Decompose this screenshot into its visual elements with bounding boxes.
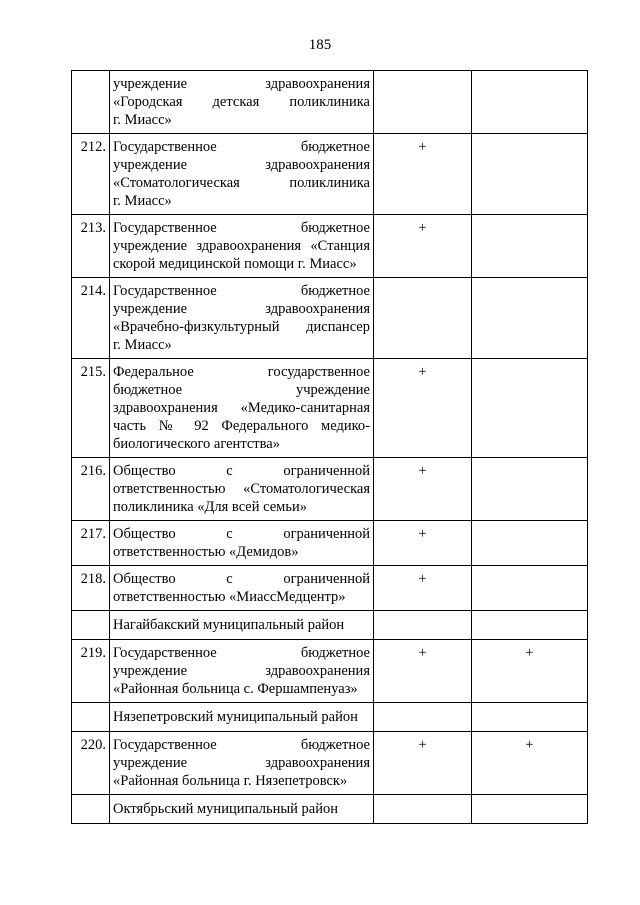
institution-name-line: Общество с ограниченной bbox=[113, 463, 370, 479]
institution-name-line: Государственное бюджетное bbox=[113, 139, 370, 155]
mark-b bbox=[472, 278, 588, 359]
institution-name-line: Общество с ограниченной bbox=[113, 526, 370, 542]
institution-name-line: Государственное бюджетное bbox=[113, 283, 370, 299]
institution-name bbox=[110, 566, 374, 611]
institution-name bbox=[110, 71, 374, 134]
mark-b bbox=[472, 134, 588, 215]
institution-name-line: учреждение здравоохранения bbox=[113, 157, 370, 173]
institution-name-line: учреждение здравоохранения «Станция bbox=[113, 238, 370, 254]
institution-name bbox=[110, 278, 374, 359]
district-row bbox=[72, 611, 588, 640]
mark-a: + bbox=[374, 134, 472, 215]
institution-name-line: Федеральное государственное bbox=[113, 364, 370, 380]
mark-a: + bbox=[374, 359, 472, 458]
table-row bbox=[72, 359, 588, 458]
institution-name-line: учреждение здравоохранения bbox=[113, 755, 370, 771]
institution-name-line: ответственностью «Демидов» bbox=[113, 544, 299, 560]
mark-a bbox=[374, 71, 472, 134]
district-row bbox=[72, 795, 588, 824]
row-number: 215. bbox=[72, 359, 110, 458]
institution-name-line: учреждение здравоохранения bbox=[113, 663, 370, 679]
mark-a: + bbox=[374, 640, 472, 703]
row-number: 220. bbox=[72, 732, 110, 795]
mark-b: + bbox=[472, 732, 588, 795]
institution-name bbox=[110, 521, 374, 566]
institution-name-line: г. Миасс» bbox=[113, 337, 172, 353]
registry-table bbox=[71, 70, 588, 824]
institution-name-line: «Стоматологическая поликлиника bbox=[113, 175, 370, 191]
row-number-cell bbox=[72, 795, 110, 824]
table-row bbox=[72, 215, 588, 278]
mark-b bbox=[472, 458, 588, 521]
mark-cell-b bbox=[472, 795, 588, 824]
mark-b bbox=[472, 566, 588, 611]
institution-name-line: «Районная больница г. Нязепетровск» bbox=[113, 773, 348, 789]
mark-b bbox=[472, 215, 588, 278]
table-row bbox=[72, 458, 588, 521]
institution-name-line: Государственное бюджетное bbox=[113, 220, 370, 236]
mark-b bbox=[472, 521, 588, 566]
mark-b bbox=[472, 71, 588, 134]
page-number: 185 bbox=[308, 37, 332, 53]
institution-name-line: г. Миасс» bbox=[113, 112, 172, 128]
mark-cell-a bbox=[374, 611, 472, 640]
table-row bbox=[72, 640, 588, 703]
row-number: 217. bbox=[72, 521, 110, 566]
district-title: Октябрьский муниципальный район bbox=[110, 795, 374, 824]
mark-a bbox=[374, 278, 472, 359]
institution-name-line: поликлиника «Для всей семьи» bbox=[113, 499, 307, 515]
district-title: Нагайбакский муниципальный район bbox=[110, 611, 374, 640]
district-row bbox=[72, 703, 588, 732]
institution-name-line: «Районная больница с. Фершампенуаз» bbox=[113, 681, 358, 697]
mark-a: + bbox=[374, 732, 472, 795]
institution-name bbox=[110, 134, 374, 215]
institution-name-line: Государственное бюджетное bbox=[113, 737, 370, 753]
institution-name bbox=[110, 215, 374, 278]
row-number: 213. bbox=[72, 215, 110, 278]
row-number: 218. bbox=[72, 566, 110, 611]
institution-name-line: Общество с ограниченной bbox=[113, 571, 370, 587]
mark-a: + bbox=[374, 458, 472, 521]
institution-name-line: бюджетное учреждение bbox=[113, 382, 370, 398]
table-row bbox=[72, 566, 588, 611]
row-number-cell bbox=[72, 703, 110, 732]
mark-cell-b bbox=[472, 703, 588, 732]
institution-name-line: «Городская детская поликлиника bbox=[113, 94, 370, 110]
mark-b bbox=[472, 359, 588, 458]
table-row bbox=[72, 134, 588, 215]
table-row bbox=[72, 71, 588, 134]
table-row bbox=[72, 278, 588, 359]
mark-a: + bbox=[374, 521, 472, 566]
mark-a: + bbox=[374, 566, 472, 611]
institution-name-line: ответственностью «МиассМедцентр» bbox=[113, 589, 346, 605]
row-number: 219. bbox=[72, 640, 110, 703]
institution-name-line: ответственностью «Стоматологическая bbox=[113, 481, 370, 497]
district-title: Нязепетровский муниципальный район bbox=[110, 703, 374, 732]
institution-name bbox=[110, 359, 374, 458]
row-number: 214. bbox=[72, 278, 110, 359]
row-number bbox=[72, 71, 110, 134]
institution-name-line: учреждение здравоохранения bbox=[113, 76, 370, 92]
institution-name-line: Государственное бюджетное bbox=[113, 645, 370, 661]
institution-name-line: скорой медицинской помощи г. Миасс» bbox=[113, 256, 357, 272]
institution-name-line: здравоохранения «Медико-санитарная bbox=[113, 400, 370, 416]
institution-name-line: «Врачебно-физкультурный диспансер bbox=[113, 319, 370, 335]
row-number: 216. bbox=[72, 458, 110, 521]
table-row bbox=[72, 732, 588, 795]
mark-cell-a bbox=[374, 703, 472, 732]
institution-name-line: г. Миасс» bbox=[113, 193, 172, 209]
table-row bbox=[72, 521, 588, 566]
institution-name bbox=[110, 640, 374, 703]
institution-name bbox=[110, 732, 374, 795]
institution-name-line: учреждение здравоохранения bbox=[113, 301, 370, 317]
institution-name-line: часть № 92 Федерального медико- bbox=[113, 418, 370, 434]
mark-cell-b bbox=[472, 611, 588, 640]
mark-b: + bbox=[472, 640, 588, 703]
mark-a: + bbox=[374, 215, 472, 278]
institution-name-line: биологического агентства» bbox=[113, 436, 280, 452]
institution-name bbox=[110, 458, 374, 521]
registry-table-body bbox=[72, 71, 588, 824]
mark-cell-a bbox=[374, 795, 472, 824]
row-number-cell bbox=[72, 611, 110, 640]
row-number: 212. bbox=[72, 134, 110, 215]
